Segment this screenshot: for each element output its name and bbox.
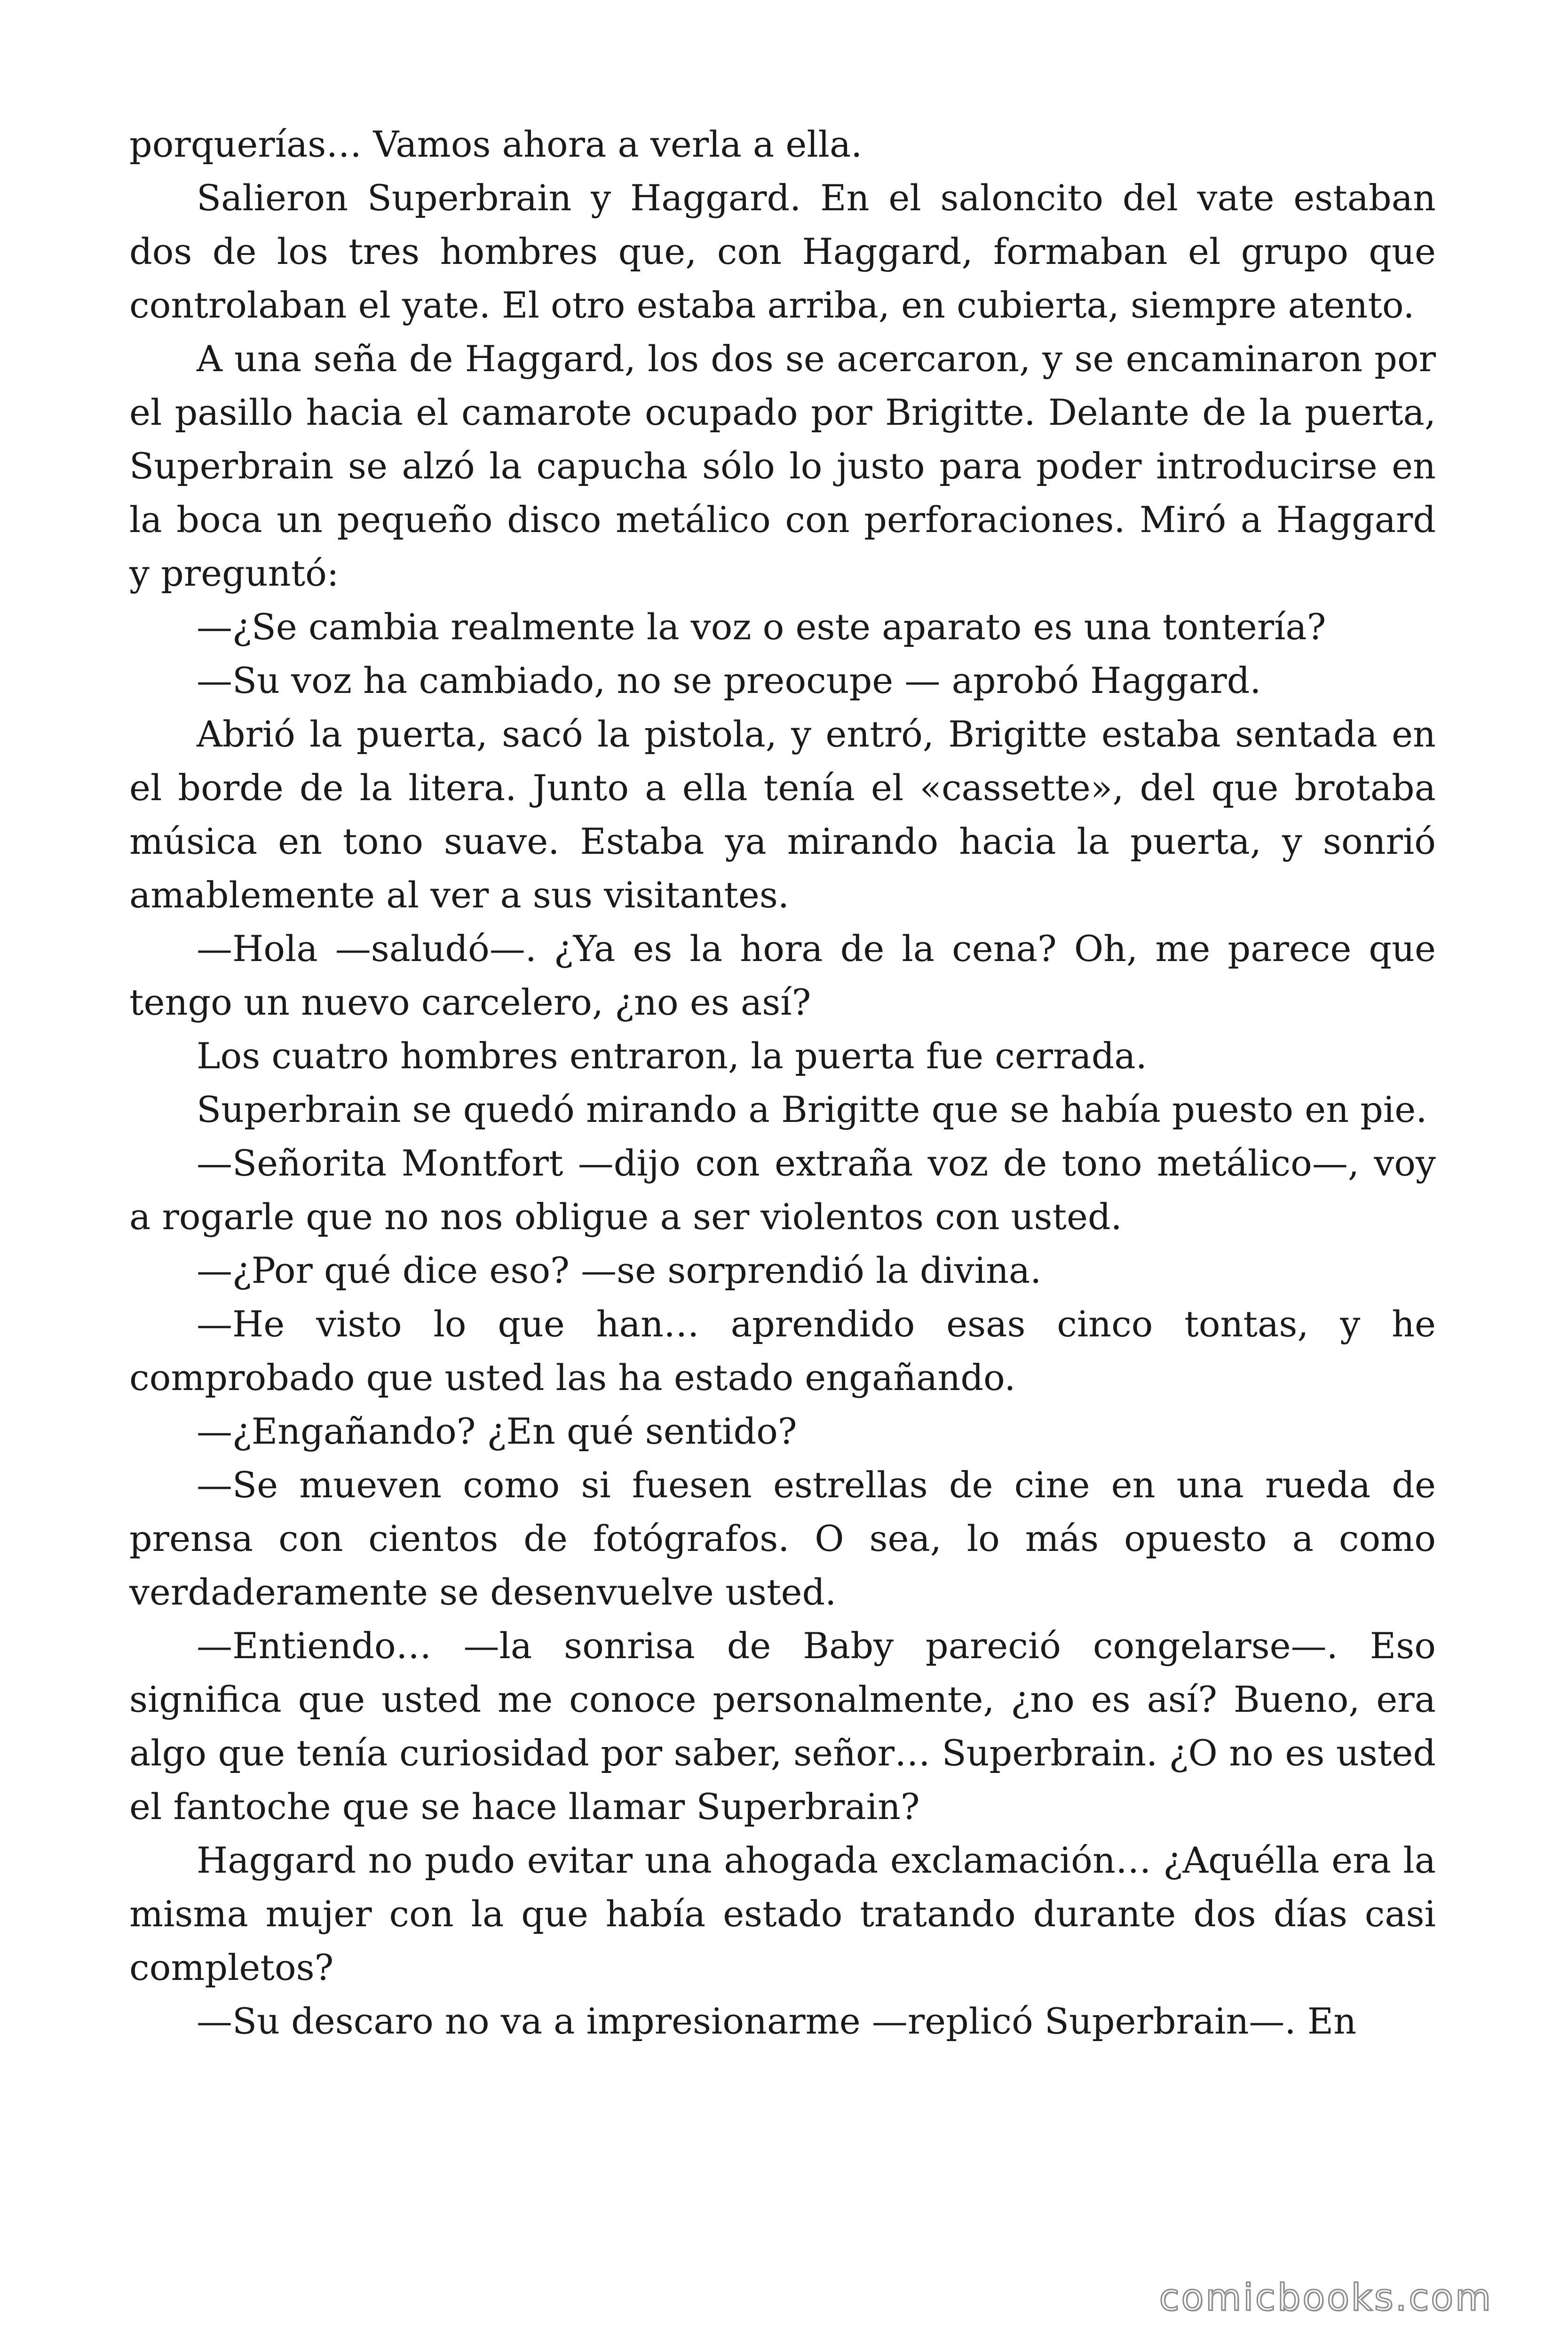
watermark: comicbooks.com: [1159, 2277, 1493, 2319]
page-body: [129, 118, 1436, 2048]
paragraph: Haggard no pudo evitar una ahogada exclamación… ¿Aquélla era la misma mujer con la que había estado tratando durante dos días casi completos?: [129, 1839, 1436, 1988]
paragraph: —¿Por qué dice eso? —se sorprendió la divina.: [197, 1249, 1042, 1291]
paragraph: —¿Engañando? ¿En qué sentido?: [197, 1410, 797, 1452]
paragraph: porquerías… Vamos ahora a verla a ella.: [129, 123, 863, 165]
paragraph: Superbrain se quedó mirando a Brigitte que se había puesto en pie.: [197, 1089, 1427, 1130]
paragraph: Abrió la puerta, sacó la pistola, y entró, Brigitte estaba sentada en el borde de la litera. Junto a ella tenía el «cassette», del que brotaba música en tono suave. Estaba ya mirando hacia la puerta, y sonrió amablemente al ver a sus visitantes.: [129, 713, 1436, 916]
paragraph: —Entiendo… —la sonrisa de Baby pareció congelarse—. Eso significa que usted me conoce personalmente, ¿no es así? Bueno, era algo que tenía curiosidad por saber, señor… Superbrain. ¿O no es usted el fantoche que se hace llamar Superbrain?: [129, 1625, 1436, 1828]
paragraph: —Señorita Montfort —dijo con extraña voz de tono metálico—, voy a rogarle que no nos obligue a ser violentos con usted.: [129, 1142, 1436, 1238]
paragraph: Salieron Superbrain y Haggard. En el saloncito del vate estaban dos de los tres hombres que, con Haggard, formaban el grupo que controlaban el yate. El otro estaba arriba, en cubierta, siempre atento.: [129, 177, 1436, 326]
paragraph: —He visto lo que han… aprendido esas cinco tontas, y he comprobado que usted las ha estado engañando.: [129, 1303, 1436, 1398]
paragraph: —¿Se cambia realmente la voz o este aparato es una tontería?: [197, 606, 1326, 648]
paragraph: A una seña de Haggard, los dos se acercaron, y se encaminaron por el pasillo hacia el camarote ocupado por Brigitte. Delante de la puerta, Superbrain se alzó la capucha sólo lo justo para poder introducirse en la boca un pequeño disco metálico con perforaciones. Miró a Haggard y preguntó:: [129, 338, 1436, 594]
paragraph: —Hola —saludó—. ¿Ya es la hora de la cena? Oh, me parece que tengo un nuevo carcelero, ¿no es así?: [129, 928, 1436, 1023]
paragraph: —Se mueven como si fuesen estrellas de cine en una rueda de prensa con cientos de fotógrafos. O sea, lo más opuesto a como verdaderamente se desenvuelve usted.: [129, 1464, 1436, 1613]
paragraph: —Su voz ha cambiado, no se preocupe — aprobó Haggard.: [197, 660, 1261, 701]
paragraph: Los cuatro hombres entraron, la puerta fue cerrada.: [197, 1035, 1147, 1077]
paragraph: —Su descaro no va a impresionarme —replicó Superbrain—. En: [197, 2000, 1357, 2042]
